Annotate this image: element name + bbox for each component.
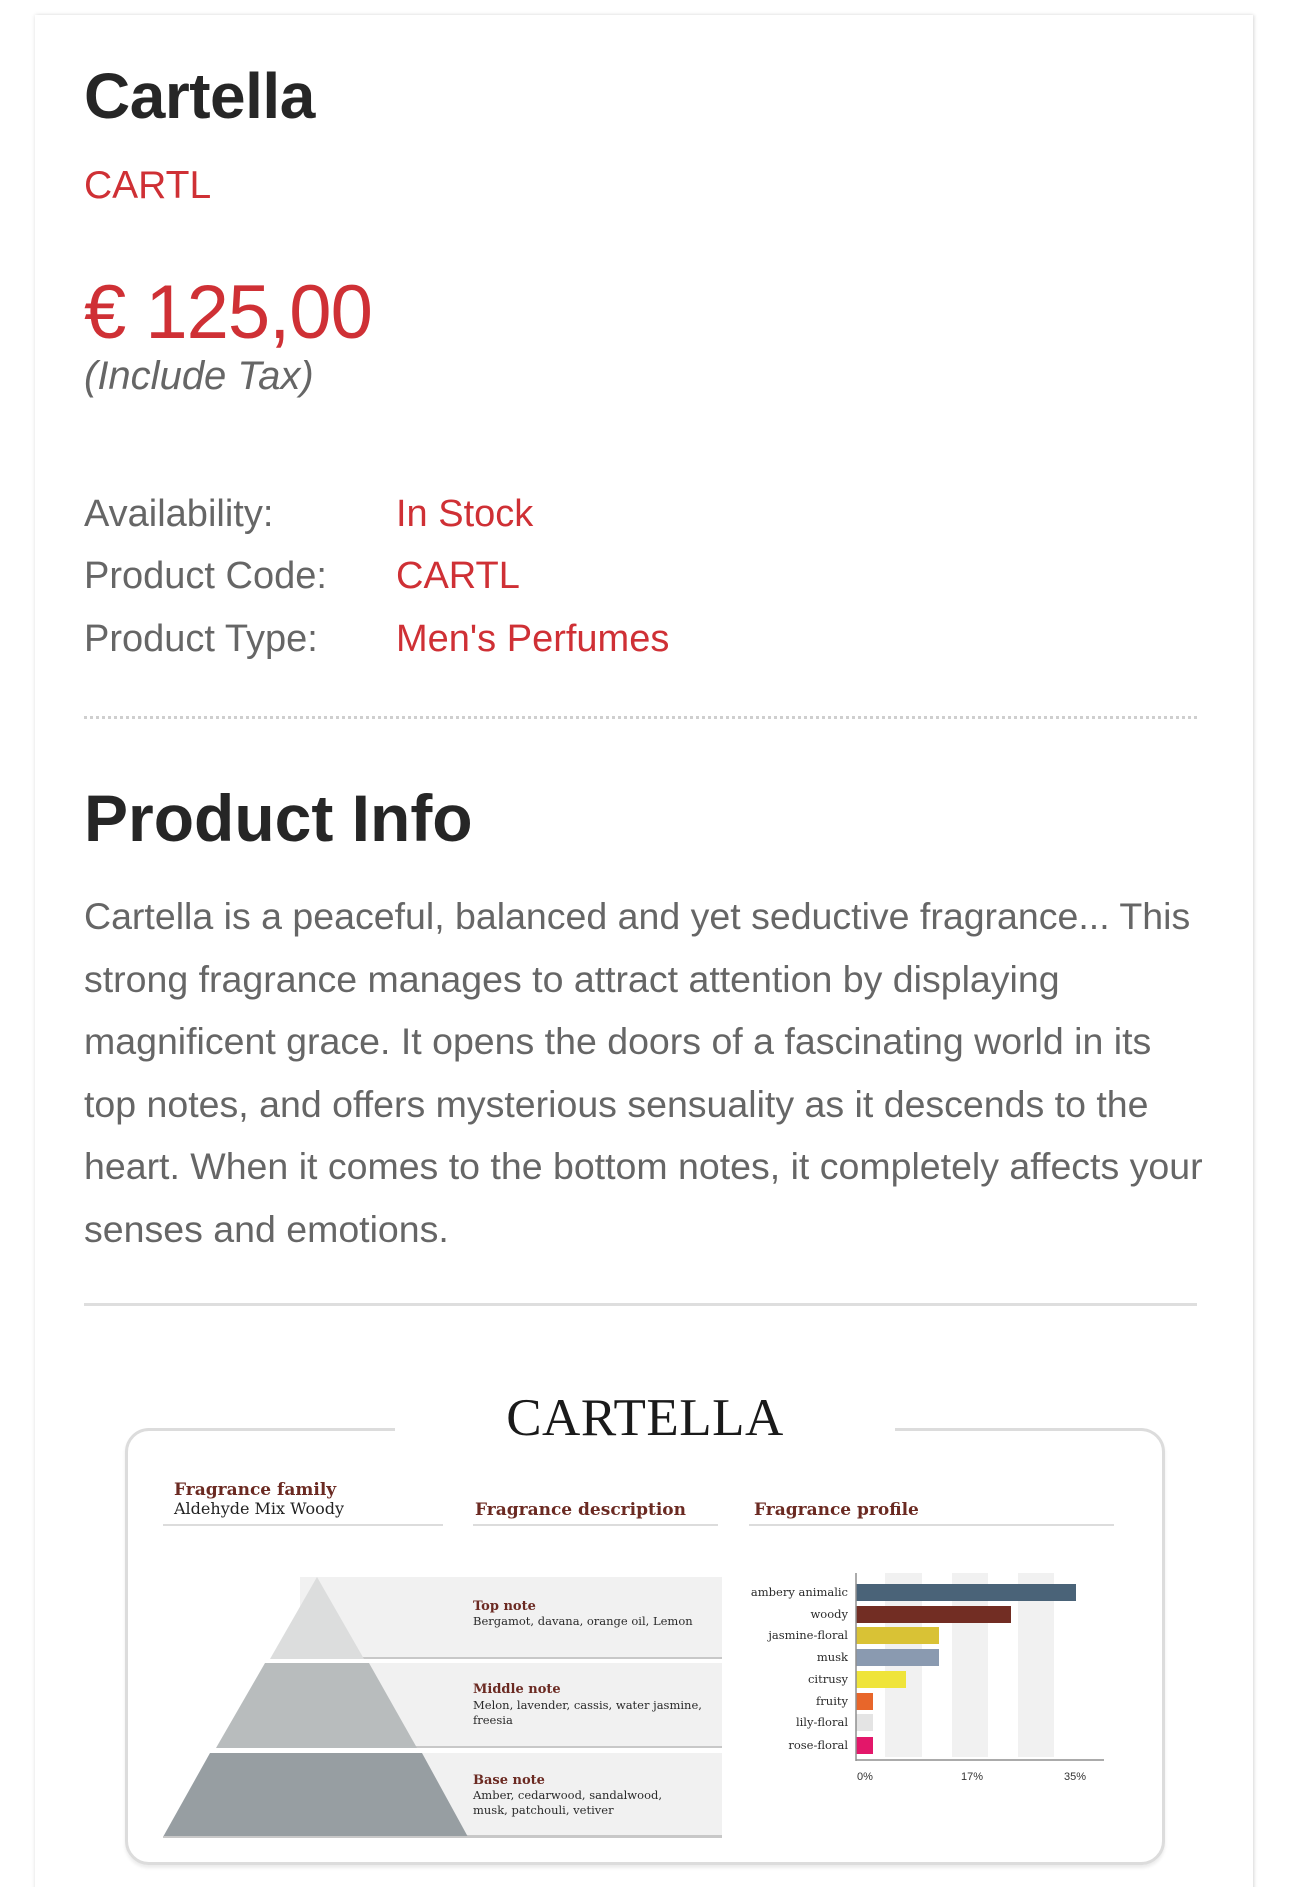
top-note-title: Top note (473, 1599, 536, 1614)
family-heading: Fragrance family (174, 1480, 337, 1500)
bar-label: lily-floral (795, 1715, 848, 1729)
tick-label: 17% (961, 1771, 984, 1783)
bar-label: fruity (816, 1694, 848, 1708)
availability-label: Availability: (84, 493, 274, 535)
middle-note-title: Middle note (473, 1682, 561, 1697)
product-info-heading: Product Info (84, 781, 473, 855)
product-code-label: Product Code: (84, 555, 327, 597)
bar-label: rose-floral (788, 1738, 848, 1752)
fragrance-title: CARTELLA (506, 1389, 784, 1447)
tax-note: (Include Tax) (84, 354, 314, 398)
product-title: Cartella (84, 60, 315, 132)
profile-heading: Fragrance profile (754, 1500, 919, 1520)
product-description: Cartella is a peaceful, balanced and yet seductive fragrance... This strong fragrance manages to attract attention by displaying magnificent grace. It opens the doors of a fascinating world in its top notes, and offers mysterious sensuality as it descends to the heart. When it comes to the bottom notes, it completely affects your senses and emotions. (84, 895, 1203, 1250)
base-note-title: Base note (473, 1773, 545, 1788)
bar-label: musk (816, 1650, 848, 1664)
family-value: Aldehyde Mix Woody (174, 1499, 345, 1518)
product-sku: CARTL (84, 164, 212, 207)
bar-label: woody (810, 1607, 848, 1621)
bar-label: jasmine-floral (768, 1628, 848, 1642)
product-price: € 125,00 (84, 270, 372, 355)
top-note-body: Bergamot, davana, orange oil, Lemon (473, 1614, 693, 1628)
middle-note-body: Melon, lavender, cassis, water jasmine, freesia (473, 1698, 702, 1727)
tick-label: 0% (857, 1771, 873, 1783)
base-note-body: Amber, cedarwood, sandalwood, musk, patchouli, vetiver (473, 1788, 663, 1817)
availability-value: In Stock (396, 493, 534, 535)
bar-label: citrusy (807, 1672, 848, 1686)
description-heading: Fragrance description (475, 1500, 686, 1520)
tick-label: 35% (1064, 1771, 1087, 1783)
product-code-value: CARTL (396, 555, 520, 597)
product-type-link[interactable]: Men's Perfumes (396, 618, 670, 660)
bar-label: ambery animalic (750, 1585, 848, 1599)
product-type-label: Product Type: (84, 618, 318, 660)
